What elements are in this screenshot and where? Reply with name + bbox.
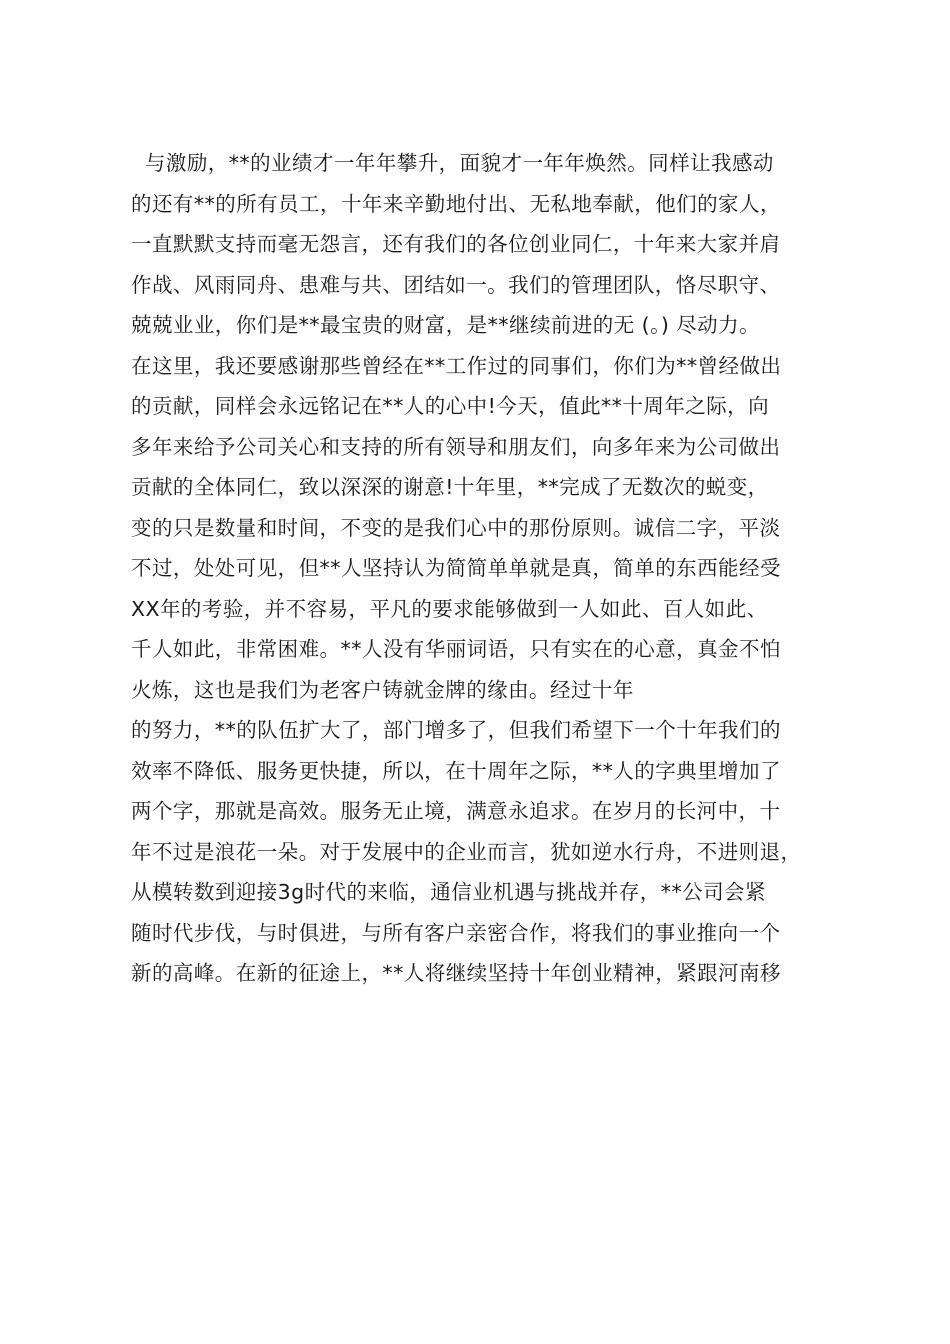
text-line: 从模转数到迎接3g时代的来临，通信业机遇与挑战并存，**公司会紧 xyxy=(131,880,766,904)
text-line: XX年的考验，并不容易，平凡的要求能够做到一人如此、百人如此、 xyxy=(131,596,768,621)
text-line: 多年来给予公司关心和支持的所有领导和朋友们，向多年来为公司做出 xyxy=(131,434,781,459)
text-line: 不过，处处可见，但**人坚持认为简简单单就是真，简单的东西能经受 xyxy=(131,556,781,580)
text-line: 两个字，那就是高效。服务无止境，满意永追求。在岁月的长河中，十 xyxy=(131,799,781,823)
text-line: 年不过是浪花一朵。对于发展中的企业而言，犹如逆水行舟，不进则退， xyxy=(131,839,802,864)
body-text xyxy=(131,143,851,994)
text-line: 火炼，这也是我们为老客户铸就金牌的缘由。经过十年 xyxy=(131,677,634,702)
text-line: 的贡献，同样会永远铭记在**人的心中!今天，值此**十周年之际，向 xyxy=(131,394,770,418)
text-line: 贡献的全体同仁，致以深深的谢意!十年里，**完成了无数次的蜕变， xyxy=(131,475,769,499)
text-line: 效率不降低、服务更快捷，所以，在十周年之际，**人的字典里增加了 xyxy=(131,758,781,783)
text-line: 兢兢业业，你们是**最宝贵的财富，是**继续前进的无 (。) 尽动力。 xyxy=(131,313,761,337)
text-line: 千人如此，非常困难。**人没有华丽词语，只有实在的心意，真金不怕 xyxy=(131,637,781,661)
text-line: 新的高峰。在新的征途上，**人将继续坚持十年创业精神，紧跟河南移 xyxy=(131,961,781,985)
text-line: 的还有**的所有员工，十年来辛勤地付出、无私地奉献，他们的家人， xyxy=(131,191,781,216)
text-line: 在这里，我还要感谢那些曾经在**工作过的同事们，你们为**曾经做出 xyxy=(131,353,782,378)
text-line: 与激励，**的业绩才一年年攀升，面貌才一年年焕然。同样让我感动 xyxy=(131,151,774,175)
text-line: 作战、风雨同舟、患难与共、团结如一。我们的管理团队，恪尽职守、 xyxy=(131,272,781,297)
text-line: 的努力，**的队伍扩大了，部门增多了，但我们希望下一个十年我们的 xyxy=(131,718,781,742)
text-line: 随时代步伐，与时俱进，与所有客户亲密合作，将我们的事业推向一个 xyxy=(131,920,781,945)
text-line: 一直默默支持而毫无怨言，还有我们的各位创业同仁，十年来大家并肩 xyxy=(131,232,781,256)
text-line: 变的只是数量和时间，不变的是我们心中的那份原则。诚信二字，平淡 xyxy=(131,515,781,540)
